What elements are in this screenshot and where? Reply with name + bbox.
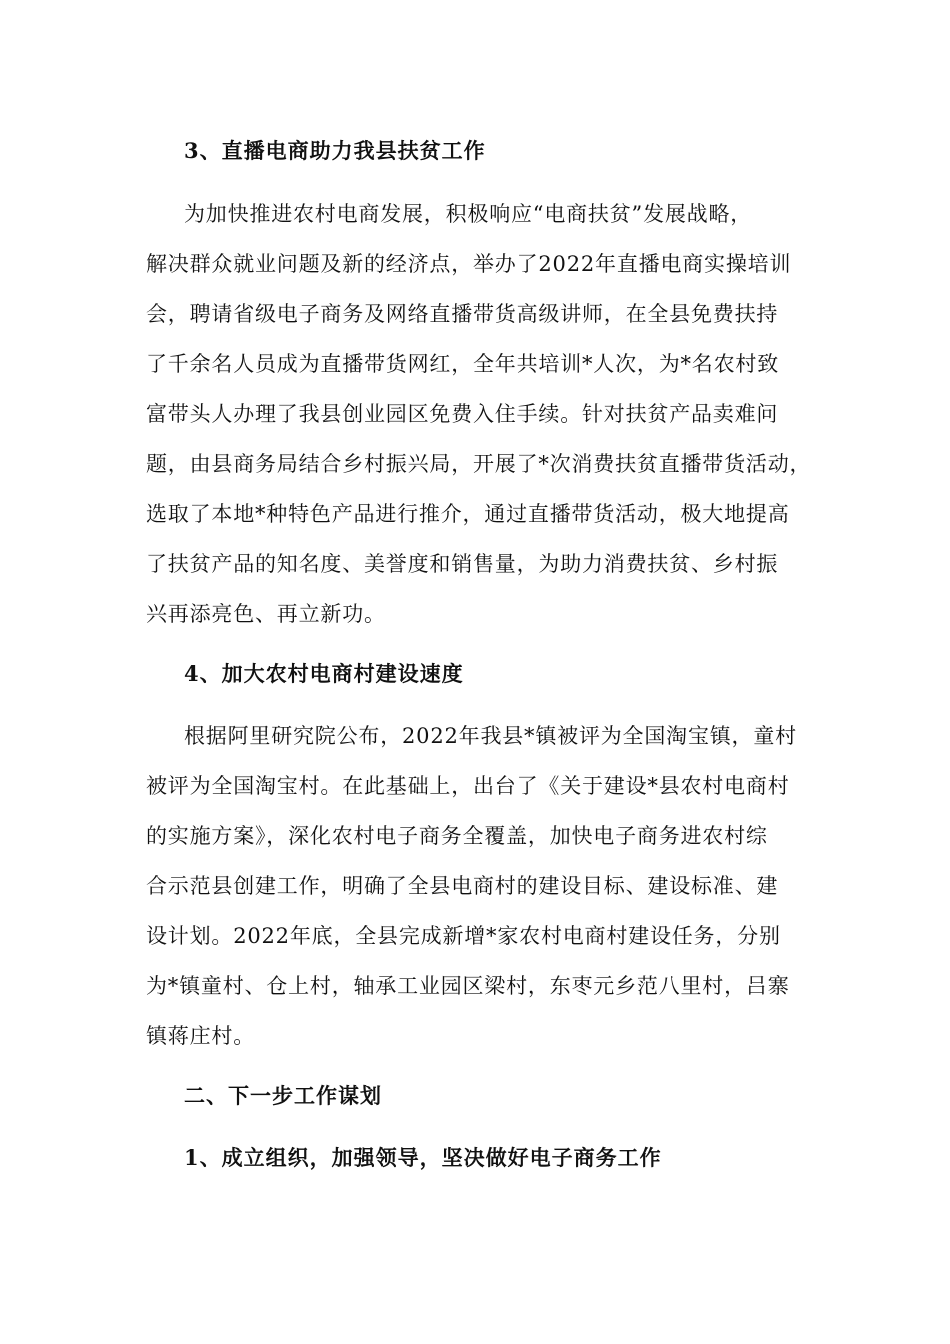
section-4-paragraph-line: 为*镇童村、仓上村，轴承工业园区梁村，东枣元乡范八里村，吕寨 xyxy=(146,974,790,998)
section-3-paragraph-line: 题，由县商务局结合乡村振兴局，开展了*次消费扶贫直播带货活动， xyxy=(146,452,812,476)
section-3-heading: 3、直播电商助力我县扶贫工作 xyxy=(184,138,486,163)
section-3-paragraph-line: 会，聘请省级电子商务及网络直播带货高级讲师，在全县免费扶持 xyxy=(146,302,779,326)
section-4-paragraph-line: 镇蒋庄村。 xyxy=(146,1024,255,1048)
part-two-heading: 二、下一步工作谋划 xyxy=(184,1083,382,1108)
section-4-paragraph-line: 合示范县创建工作，明确了全县电商村的建设目标、建设标准、建 xyxy=(146,874,779,898)
section-4-paragraph-line: 根据阿里研究院公布，2022年我县*镇被评为全国淘宝镇，童村 xyxy=(184,724,797,748)
section-4-paragraph-line: 的实施方案》，深化农村电子商务全覆盖，加快电子商务进农村综 xyxy=(146,824,768,848)
subsection-1-heading: 1、成立组织，加强领导，坚决做好电子商务工作 xyxy=(184,1145,662,1170)
section-3-paragraph-line: 兴再添亮色、再立新功。 xyxy=(146,602,386,626)
section-3-paragraph-line: 富带头人办理了我县创业园区免费入住手续。针对扶贫产品卖难问 xyxy=(146,402,779,426)
section-3-paragraph-line: 了千余名人员成为直播带货网红，全年共培训*人次，为*名农村致 xyxy=(146,352,779,376)
section-3-paragraph-line: 为加快推进农村电商发展，积极响应“电商扶贫”发展战略， xyxy=(184,202,753,226)
section-3-paragraph-line: 解决群众就业问题及新的经济点，举办了2022年直播电商实操培训 xyxy=(146,252,792,276)
section-4-paragraph-line: 设计划。2022年底，全县完成新增*家农村电商村建设任务，分别 xyxy=(146,924,781,948)
section-3-paragraph-line: 选取了本地*种特色产品进行推介，通过直播带货活动，极大地提高 xyxy=(146,502,790,526)
section-4-paragraph-line: 被评为全国淘宝村。在此基础上，出台了《关于建设*县农村电商村 xyxy=(146,774,790,798)
section-4-heading: 4、加大农村电商村建设速度 xyxy=(184,661,464,686)
section-3-paragraph-line: 了扶贫产品的知名度、美誉度和销售量，为助力消费扶贫、乡村振 xyxy=(146,552,779,576)
